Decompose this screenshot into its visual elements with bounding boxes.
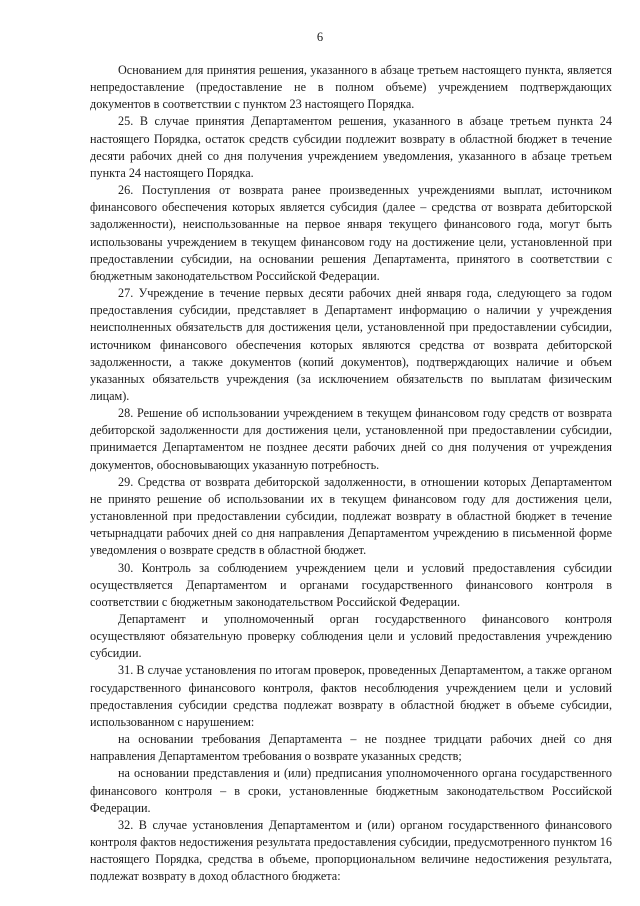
paragraph-31-requirement: на основании требования Департамента – не позднее тридцати рабочих дней со дня направления Департаментом требования о возврате указанных средств; bbox=[90, 732, 612, 764]
paragraph-28: 28. Решение об использовании учреждением в текущем финансовом году средств от возврата дебиторской задолженности для достижения цели, установленной при предоставлении субсидии, принимается Департаментом не позднее десяти рабочих дней со дня получения от учреждения документов, обосновывающих указанную потребность. bbox=[90, 406, 612, 472]
paragraph-27: 27. Учреждение в течение первых десяти рабочих дней января года, следующего за годом предоставления субсидии, представляет в Департамент информацию о наличии у учреждения неисполненных обязательств для достижения цели, установленной при предоставлении субсидии, источником финансового обеспечения которых являются средства от возврата дебиторской задолженности, а также документов (копий документов), подтверждающих наличие и объем указанных обязательств учреждения (за исключением обязательств по выплатам физическим лицам). bbox=[90, 286, 612, 403]
paragraph-basis-for-decision: Основанием для принятия решения, указанного в абзаце третьем настоящего пункта, является непредоставление (предоставление не в полном объеме) учреждением подтверждающих документов в соответствии с пунктом 23 настоящего Порядка. bbox=[90, 63, 612, 112]
paragraph-29: 29. Средства от возврата дебиторской задолженности, в отношении которых Департаментом не принято решение об использовании их в текущем финансовом году для достижения цели, установленной при предоставлении субсидии, подлежат возврату в областной бюджет в течение четырнадцати рабочих дней со дня направления Департаментом учреждению в письменной форме уведомления о возврате средств в областной бюджет. bbox=[90, 474, 612, 558]
paragraph-31: 31. В случае установления по итогам проверок, проведенных Департаментом, а также органом государственного финансового контроля, фактов несоблюдения учреждением цели и условий предоставления субсидии средства подлежат возврату в областной бюджет в объеме субсидии, использованном с нарушением: bbox=[90, 663, 612, 729]
paragraph-31-prescription: на основании представления и (или) предписания уполномоченного органа государственного финансового контроля – в сроки, установленные бюджетным законодательством Российской Федерации. bbox=[90, 766, 612, 815]
paragraph-30-control: Департамент и уполномоченный орган государственного финансового контроля осуществляют обязательную проверку соблюдения цели и условий предоставления учреждению субсидии. bbox=[90, 612, 612, 661]
paragraph-26: 26. Поступления от возврата ранее произведенных учреждениями выплат, источником финансового обеспечения которых является субсидия (далее – средства от возврата дебиторской задолженности), неиспользованные на первое января текущего финансового года, могут быть использованы учреждением в текущем финансовом году на достижение цели, установленной при предоставлении субсидии, на основании решения Департамента, принятого в соответствии с бюджетным законодательством Российской Федерации. bbox=[90, 183, 612, 283]
paragraph-25: 25. В случае принятия Департаментом решения, указанного в абзаце третьем пункта 24 настоящего Порядка, остаток средств субсидии подлежит возврату в областной бюджет в течение десяти рабочих дней со дня получения учреждением уведомления, указанного в абзаце третьем пункта 24 настоящего Порядка. bbox=[90, 114, 612, 180]
paragraph-30: 30. Контроль за соблюдением учреждением цели и условий предоставления субсидии осуществляется Департаментом и органами государственного финансового контроля в соответствии с бюджетным законодательством Российской Федерации. bbox=[90, 560, 612, 609]
paragraph-32: 32. В случае установления Департаментом и (или) органом государственного финансового контроля фактов недостижения результата предоставления субсидии, предусмотренного пунктом 16 настоящего Порядка, средства в объеме, пропорциональном величине недостижения результата, подлежат возврату в доход областного бюджета: bbox=[90, 817, 612, 884]
document-body bbox=[90, 62, 612, 886]
page-number: 6 bbox=[316, 30, 324, 44]
